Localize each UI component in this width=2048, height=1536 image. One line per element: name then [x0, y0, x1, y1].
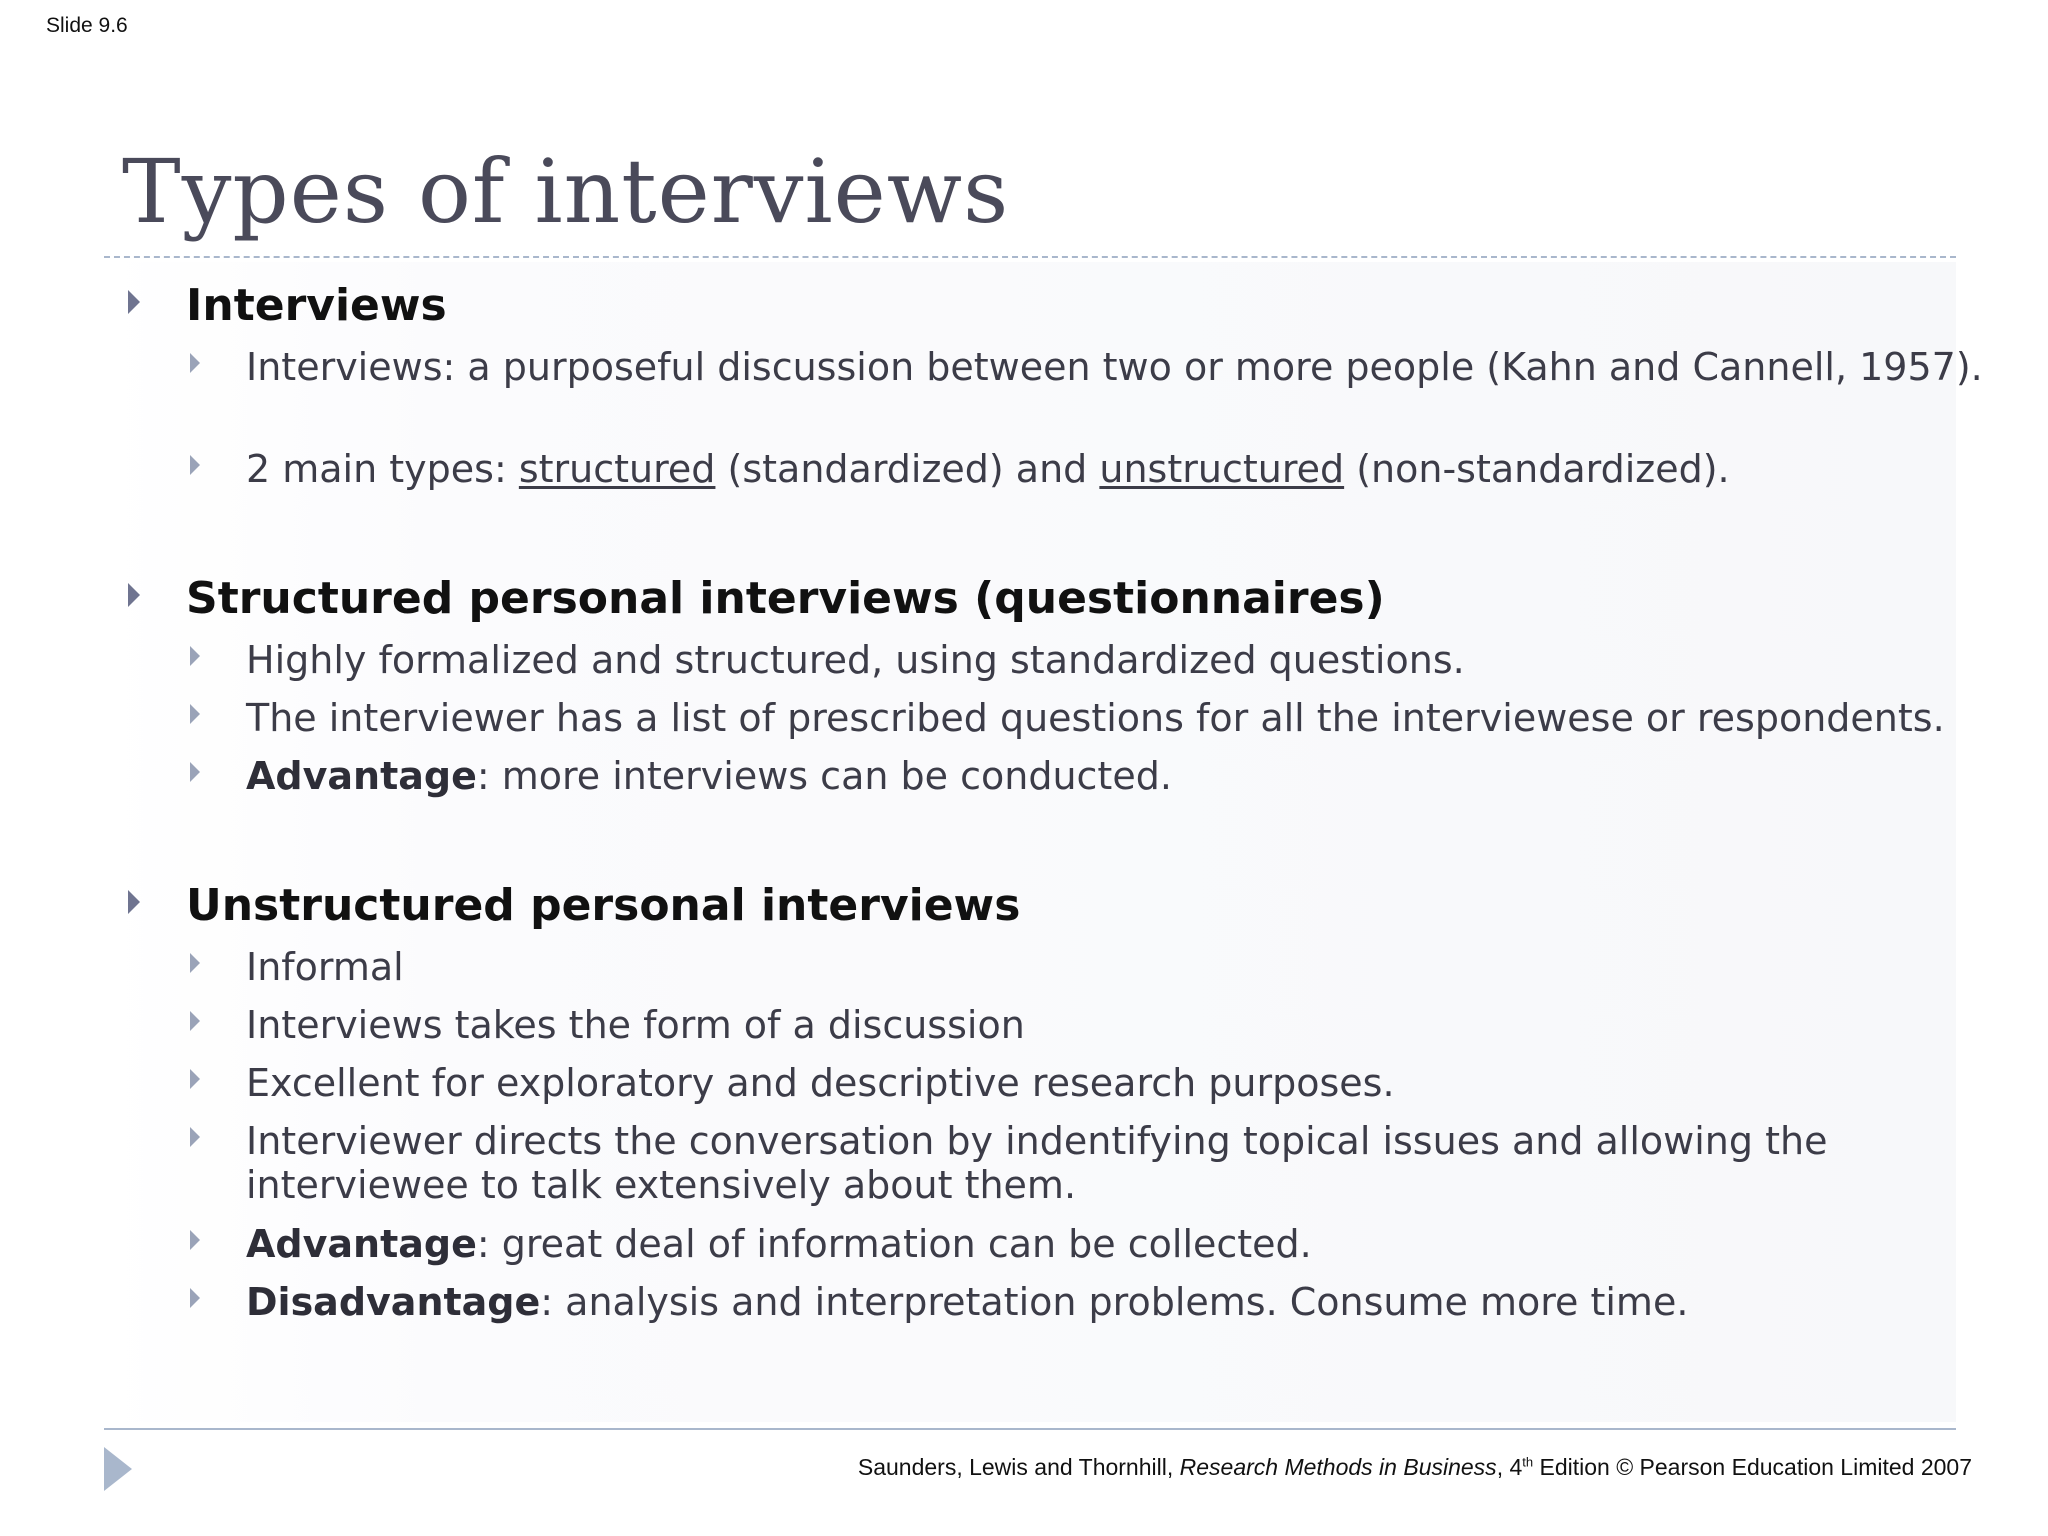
sub-bullet-arrow-icon: [190, 1069, 200, 1089]
section-heading-unstructured: Unstructured personal interviews: [186, 880, 1021, 931]
list-item: Disadvantage: analysis and interpretation problems. Consume more time.: [246, 1280, 1689, 1324]
sub-bullet-arrow-icon: [190, 353, 200, 373]
sub-bullet-arrow-icon: [190, 953, 200, 973]
footer-citation: Saunders, Lewis and Thornhill, Research Methods in Business, 4th Edition © Pearson Education Limited 2007: [857, 1454, 1972, 1480]
list-item: 2 main types: structured (standardized) and unstructured (non-standardized).: [246, 447, 1730, 491]
term-structured: structured: [518, 447, 716, 491]
list-item: Interviews takes the form of a discussion: [246, 1003, 1025, 1047]
list-item: Highly formalized and structured, using standardized questions.: [246, 638, 1465, 682]
next-slide-arrow-icon[interactable]: [104, 1447, 132, 1491]
page-title: Types of interviews: [122, 140, 1010, 243]
sub-bullet-arrow-icon: [190, 1127, 200, 1147]
footer-divider: [104, 1428, 1956, 1430]
list-item: The interviewer has a list of prescribed questions for all the interviewese or respondents.: [246, 696, 1945, 740]
list-item: Advantage: great deal of information can be collected.: [246, 1222, 1312, 1266]
sub-bullet-arrow-icon: [190, 704, 200, 724]
sub-bullet-arrow-icon: [190, 1230, 200, 1250]
bullet-arrow-icon: [128, 890, 140, 914]
list-item: Interviewer directs the conversation by indentifying topical issues and allowing the interviewee to talk extensively about them.: [246, 1119, 1828, 1207]
sub-bullet-arrow-icon: [190, 646, 200, 666]
bullet-arrow-icon: [128, 583, 140, 607]
list-item: Advantage: more interviews can be conducted.: [246, 754, 1172, 798]
sub-bullet-arrow-icon: [190, 455, 200, 475]
sub-bullet-arrow-icon: [190, 1011, 200, 1031]
sub-bullet-arrow-icon: [190, 762, 200, 782]
section-heading-interviews: Interviews: [186, 280, 447, 331]
sub-bullet-arrow-icon: [190, 1288, 200, 1308]
term-unstructured: unstructured: [1099, 447, 1345, 491]
section-heading-structured: Structured personal interviews (questionnaires): [186, 573, 1385, 624]
bullet-arrow-icon: [128, 290, 140, 314]
list-item: Excellent for exploratory and descriptive research purposes.: [246, 1061, 1395, 1105]
list-item: Interviews: a purposeful discussion between two or more people (Kahn and Cannell, 1957).: [246, 345, 1983, 389]
slide-number: Slide 9.6: [46, 14, 128, 37]
list-item: Informal: [246, 945, 404, 989]
